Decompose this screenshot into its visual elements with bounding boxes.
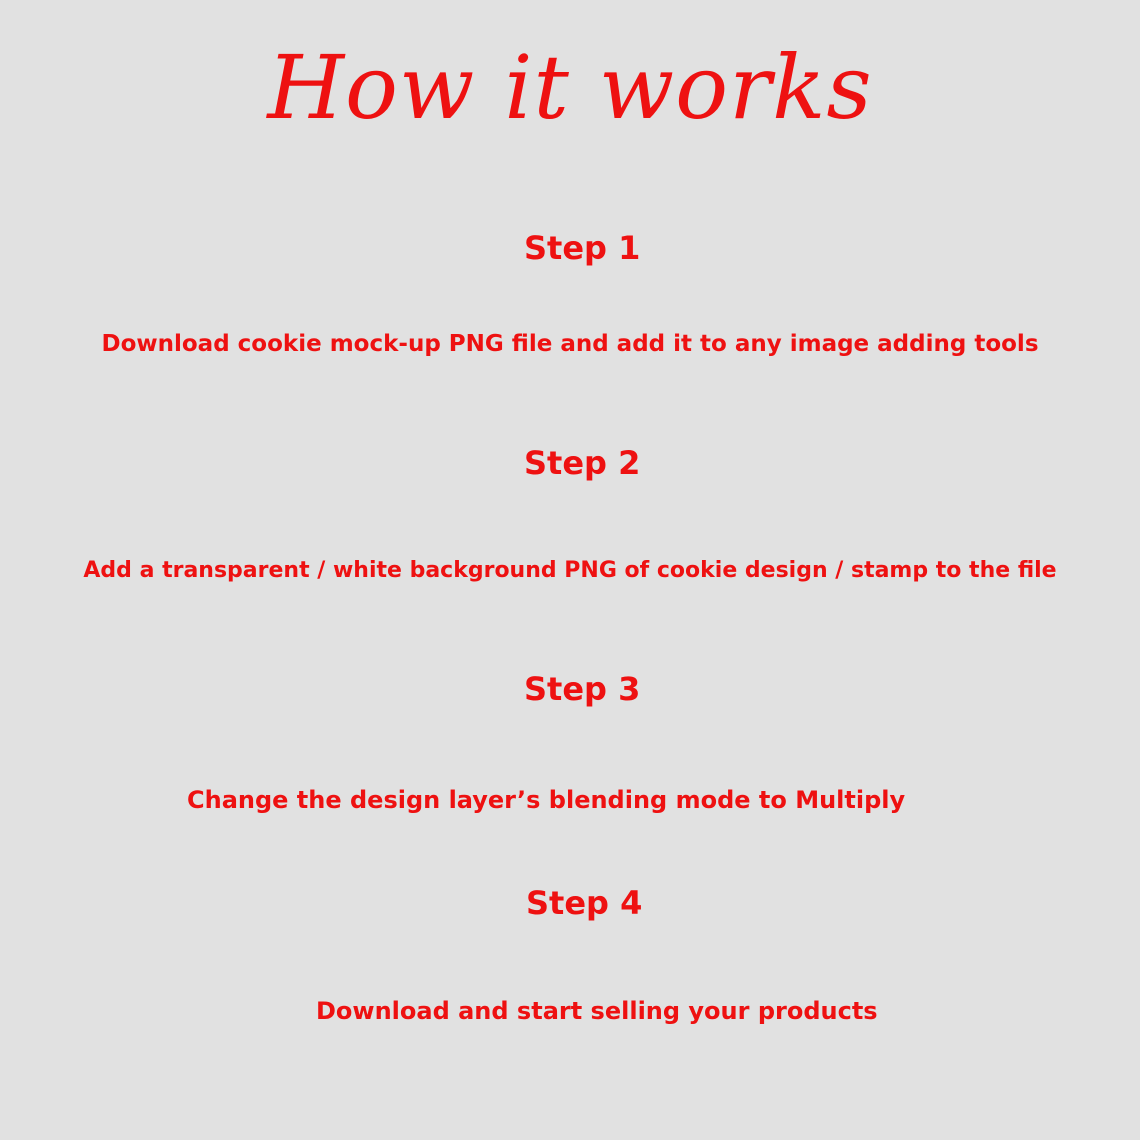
page-title: How it works: [267, 36, 873, 139]
step-4-description: Download and start selling your products: [316, 997, 878, 1025]
step-2-description: Add a transparent / white background PNG of cookie design / stamp to the file: [83, 558, 1057, 583]
step-3-heading: Step 3: [524, 670, 641, 708]
step-1-description: Download cookie mock-up PNG file and add it to any image adding tools: [101, 331, 1039, 357]
step-3-description: Change the design layer’s blending mode to Multiply: [187, 786, 906, 814]
step-1-heading: Step 1: [524, 229, 641, 267]
step-4-heading: Step 4: [526, 884, 643, 922]
step-2-heading: Step 2: [524, 444, 641, 482]
